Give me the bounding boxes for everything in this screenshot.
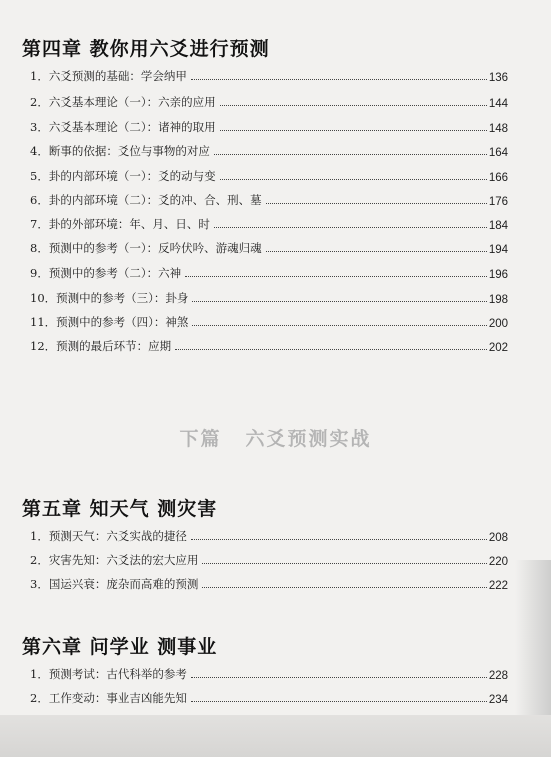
toc-entry[interactable] — [30, 139, 508, 159]
toc-entry-page: 200 — [488, 318, 508, 330]
toc-entry[interactable] — [30, 261, 508, 281]
toc-entry-label: 6．卦的内部环境（二）：爻的冲、合、刑、墓 — [30, 193, 262, 207]
part-name: 六爻预测实战 — [245, 428, 372, 450]
toc-entry-page: 194 — [488, 244, 508, 256]
toc-entry-page: 144 — [488, 98, 508, 110]
dot-leader — [202, 562, 486, 564]
part-title — [0, 424, 551, 451]
toc-entry-page: 222 — [488, 580, 508, 592]
toc-entry-page: 228 — [488, 670, 508, 682]
toc-entry[interactable] — [30, 212, 508, 232]
chapter-6-title: 第六章 问学业 测事业 — [22, 636, 218, 658]
dot-leader — [191, 676, 487, 678]
dot-leader — [220, 178, 487, 180]
toc-entry-page: 202 — [488, 342, 508, 354]
dot-leader — [220, 104, 487, 106]
toc-entry-page: 166 — [488, 172, 508, 184]
toc-entry[interactable] — [30, 334, 508, 354]
toc-entry-page: 164 — [488, 147, 508, 159]
toc-entry-page: 208 — [488, 532, 508, 544]
part-prefix: 下篇 — [179, 428, 222, 450]
toc-entry-label: 2．灾害先知：六爻法的宏大应用 — [30, 553, 199, 567]
toc-entry-page: 234 — [488, 694, 508, 706]
toc-entry-label: 5．卦的内部环境（一）：爻的动与变 — [30, 169, 216, 183]
toc-entry-label: 10．预测中的参考（三）：卦身 — [30, 291, 189, 305]
toc-entry-label: 1．预测天气：六爻实战的捷径 — [30, 529, 187, 543]
dot-leader — [185, 275, 487, 277]
toc-entry[interactable] — [30, 310, 508, 330]
toc-entry[interactable] — [30, 548, 508, 568]
toc-entry-label: 1．预测考试：古代科举的参考 — [30, 667, 187, 681]
dot-leader — [202, 586, 486, 588]
toc-entry-label: 2．工作变动：事业吉凶能先知 — [30, 691, 187, 705]
toc-entry[interactable] — [30, 90, 508, 110]
toc-entry-label: 4．断事的依据：爻位与事物的对应 — [30, 144, 210, 158]
toc-entry-label: 2．六爻基本理论（一）：六亲的应用 — [30, 95, 216, 109]
toc-entry[interactable] — [30, 64, 508, 84]
dot-leader — [191, 538, 487, 540]
toc-entry-label: 12．预测的最后环节：应期 — [30, 339, 172, 353]
chapter-4-title: 第四章 教你用六爻进行预测 — [22, 38, 270, 60]
toc-entry-page: 184 — [488, 220, 508, 232]
dot-leader — [191, 78, 487, 80]
toc-entry-label: 3．国运兴衰：庞杂而高难的预测 — [30, 577, 199, 591]
toc-entry-page: 148 — [488, 123, 508, 135]
toc-entry[interactable] — [30, 115, 508, 135]
toc-entry[interactable] — [30, 572, 508, 592]
toc-entry-page: 176 — [488, 196, 508, 208]
toc-entry-label: 8．预测中的参考（一）：反吟伏吟、游魂归魂 — [30, 241, 262, 255]
dot-leader — [266, 250, 487, 252]
dot-leader — [220, 129, 487, 131]
dot-leader — [214, 226, 487, 228]
toc-entry[interactable] — [30, 662, 508, 682]
dot-leader — [266, 202, 487, 204]
toc-entry-label: 7．卦的外部环境：年、月、日、时 — [30, 217, 210, 231]
toc-entry[interactable] — [30, 164, 508, 184]
page-edge-shadow — [515, 560, 551, 720]
dot-leader — [192, 300, 486, 302]
dot-leader — [192, 324, 486, 326]
toc-entry-page: 196 — [488, 269, 508, 281]
toc-entry[interactable] — [30, 524, 508, 544]
toc-entry-page: 136 — [488, 72, 508, 84]
toc-entry[interactable] — [30, 286, 508, 306]
toc-entry[interactable] — [30, 188, 508, 208]
toc-entry-label: 3．六爻基本理论（二）：诸神的取用 — [30, 120, 216, 134]
dot-leader — [214, 153, 487, 155]
chapter-5-title: 第五章 知天气 测灾害 — [22, 498, 218, 520]
toc-entry[interactable] — [30, 236, 508, 256]
toc-entry[interactable] — [30, 686, 508, 706]
toc-entry-page: 220 — [488, 556, 508, 568]
dot-leader — [175, 348, 487, 350]
toc-entry-page: 198 — [488, 294, 508, 306]
dot-leader — [191, 700, 487, 702]
bottom-decorative-band — [0, 715, 551, 757]
toc-entry-label: 1．六爻预测的基础：学会纳甲 — [30, 69, 187, 83]
toc-entry-label: 11．预测中的参考（四）：神煞 — [30, 315, 189, 329]
toc-entry-label: 9．预测中的参考（二）：六神 — [30, 266, 182, 280]
